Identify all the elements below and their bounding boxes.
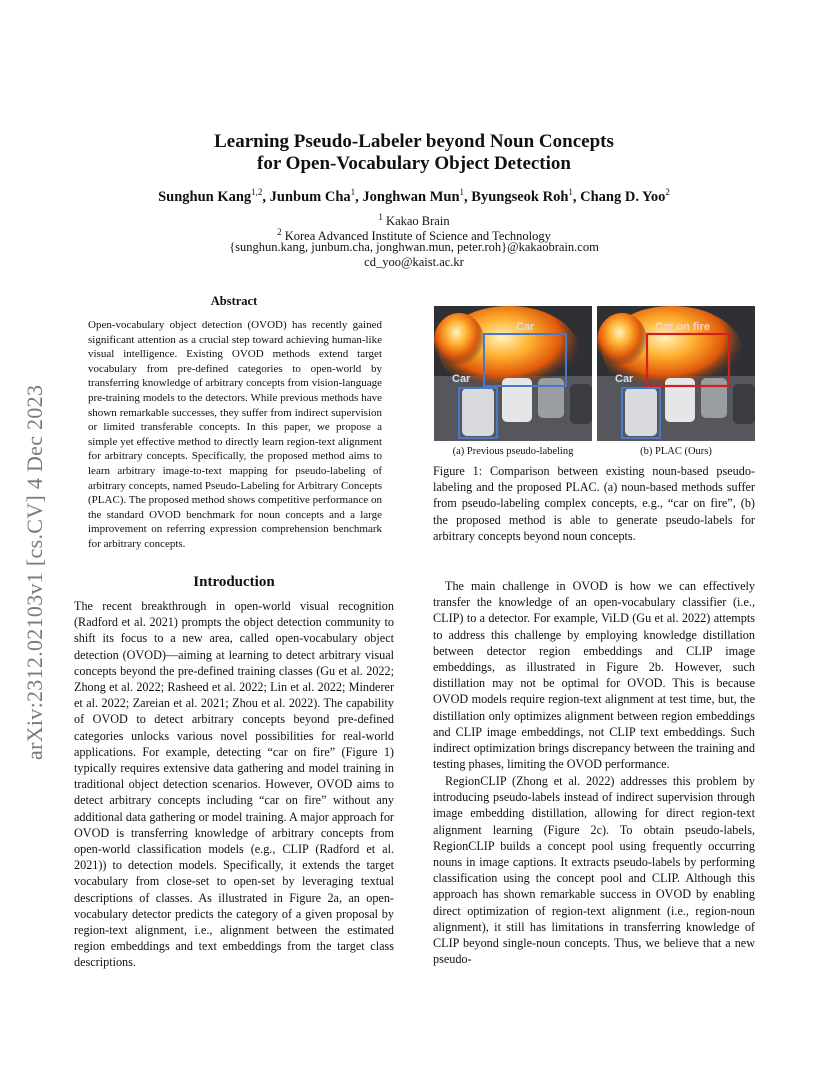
email-line-2: cd_yoo@kaist.ac.kr [364, 255, 464, 269]
author-affiliation-mark: 1 [568, 187, 573, 197]
figure-1a-image [434, 306, 592, 441]
affiliation-1: $^1$ Kakao Brain [378, 212, 450, 229]
title-line-2: for Open-Vocabulary Object Detection [257, 153, 571, 174]
label-car-bottom: Car [452, 373, 471, 385]
introduction-paragraph: The recent breakthrough in open-world visual recognition (Radford et al. 2021) prompts the object detection community to shift its focus to a new area, called open-vocabulary object detection (OVOD)—aiming at learning to detect arbitrary visual concepts beyond the pre-defined training classes (Gu et al. 2022; Zhong et al. 2022; Rasheed et al. 2022; Lin et al. 2022; Minderer et al. 2022; Zareian et al. 2021; Zhou et al. 2022). The capability of OVOD to detect arbitrary concepts beyond pre-defined categories unlocks various novel possibilities for real-world applications. For example, detecting “car on fire” (Figure 1) typically requires extensive data gathering and model training in traditional object detection scenarios. However, OVOD aims to detect arbitrary concepts including “car on fire” without any additional data gathering or model training. A major approach for OVOD is transferring knowledge of arbitrary concepts from open-world classification models (e.g., CLIP (Radford et al. 2021)) to detection models. Specifically, it extends the target vocabulary from close-set to open-set by leveraging textual descriptions of classes. As illustrated in Figure 2a, an open-vocabulary detector predicts the category of a given proposal by region-text alignment, i.e., alignment between the estimated region embeddings and text embeddings from the target class descriptions. [74, 599, 394, 970]
author-affiliation-mark: 1,2 [251, 187, 263, 197]
author-affiliation-mark: 1 [350, 187, 356, 197]
affiliation-2: $^2$ Korea Advanced Institute of Science and Technology [277, 227, 551, 244]
figure-1b-subcaption: (b) PLAC (Ours) [640, 446, 712, 457]
author-name: Jonghwan Mun$^1$ [362, 187, 465, 205]
author-affiliation-mark: 1 [459, 187, 465, 197]
figure-1-caption: Figure 1: Comparison between existing noun-based pseudo-labeling and the proposed PLAC. (a) noun-based methods suffer from pseudo-labeling complex concepts, e.g., “car on fire”, (b) the proposed method is able to generate pseudo-labels for arbitrary concepts beyond noun concepts. [433, 464, 755, 543]
author-name: Byungseok Roh$^1$ [471, 187, 573, 205]
author-list: Sunghun Kang$^{1,2}$, Junbum Cha$^1$, Jonghwan Mun$^1$, Byungseok Roh$^1$, Chang D. Yoo$^2$ [158, 187, 670, 205]
title-line-1: Learning Pseudo-Labeler beyond Noun Concepts [214, 131, 614, 152]
right-column-paragraph-2: RegionCLIP (Zhong et al. 2022) addresses this problem by introducing pseudo-labels instead of indirect supervision through image embedding distillation, allowing for direct region-text alignment learning (Figure 2c). To obtain pseudo-labels, RegionCLIP builds a concept pool using frequently occurring nouns in image captions. It extracts pseudo-labels by performing classification using the concept pool and CLIP. Although this approach has shown remarkable success in OVOD by enabling direct optimization of region-text alignment (i.e., region-noun alignment), it still has limitations in transferring knowledge of CLIP beyond single-noun concepts. Thus, we believe that a new pseudo- [433, 774, 755, 967]
label-car-top: Car [516, 321, 535, 333]
author-name: Chang D. Yoo$^2$ [580, 187, 670, 205]
email-line-1: {sunghun.kang, junbum.cha, jonghwan.mun, peter.roh}@kakaobrain.com [229, 240, 599, 254]
introduction-heading: Introduction [193, 574, 275, 590]
label-car-bottom: Car [615, 373, 634, 385]
author-affiliation-mark: 2 [665, 187, 670, 197]
abstract-heading: Abstract [210, 294, 258, 308]
label-car-on-fire: Car on fire [655, 321, 711, 333]
arxiv-identifier: arXiv:2312.02103v1 [cs.CV] 4 Dec 2023 [22, 384, 47, 760]
author-name: Sunghun Kang$^{1,2}$ [158, 187, 263, 205]
paper-title [0, 131, 828, 175]
abstract-text: Open-vocabulary object detection (OVOD) has recently gained significant attention as a crucial step toward achieving human-like visual intelligence. Existing OVOD methods extend target vocabulary from pre-defined categories to open-world by transferring knowledge of arbitrary concepts from vision-language pre-training models to the detectors. While previous methods have shown remarkable successes, they suffer from indirect supervision or limited transferable concepts. In this paper, we propose a simple yet effective method to directly learn region-text alignment for arbitrary concepts. Specifically, the proposed method aims to learn arbitrary image-to-text mapping for pseudo-labeling of arbitrary concepts, named Pseudo-Labeling for Arbitrary Concepts (PLAC). The proposed method shows competitive performance on the standard OVOD benchmark for noun concepts and a large improvement on referring expression comprehension benchmark for arbitrary concepts. [88, 319, 382, 550]
figure-1a-subcaption: (a) Previous pseudo-labeling [452, 446, 574, 457]
author-name: Junbum Cha$^1$ [269, 187, 356, 205]
figure-1b-image [597, 306, 755, 441]
right-column-paragraph-1: The main challenge in OVOD is how we can effectively transfer the knowledge of an open-vocabulary classifier (i.e., CLIP) to a detector. For example, ViLD (Gu et al. 2022) attempts to address this challenge by employing knowledge distillation between detector region embeddings and CLIP image embeddings, as illustrated in Figure 2b. However, such distillation may not be optimal for OVOD. This is because OVOD models require region-text alignment at test time, but, the distillation only optimizes alignment between region embeddings and CLIP image embeddings, not CLIP text embeddings. Such indirect optimization brings discrepancy between the training and testing phases, limiting the OVOD performance. [433, 579, 755, 772]
